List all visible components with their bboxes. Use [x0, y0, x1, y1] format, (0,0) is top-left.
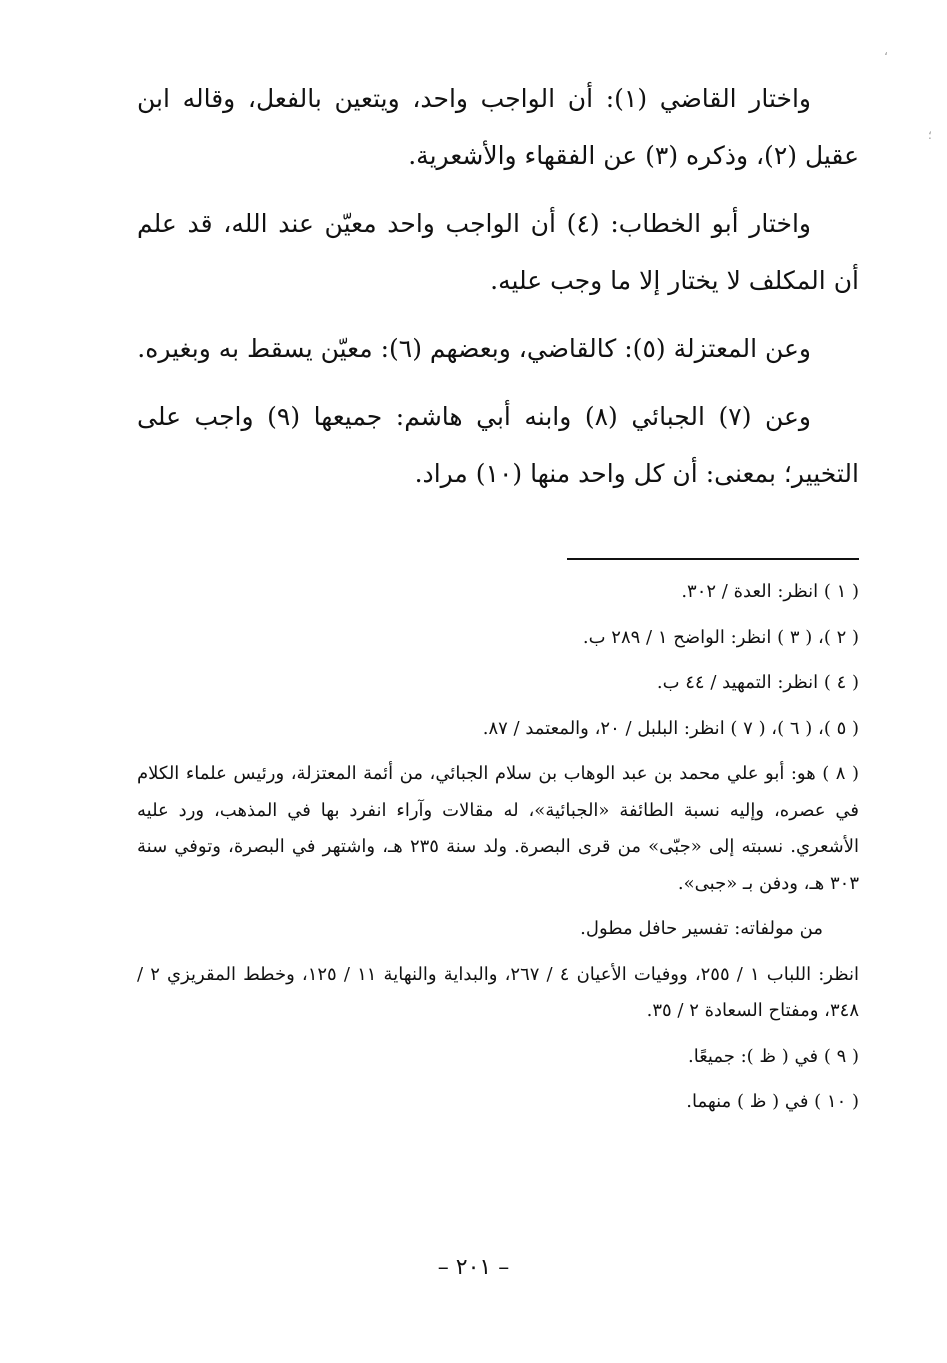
footnote-4: ( ٤ ) انظر: التمهيد / ٤٤ ب. — [656, 672, 859, 693]
footnote-8-works: من مولفاته: تفسير حافل مطول. — [580, 918, 823, 939]
footnote-10: ( ١٠ ) في ( ظ ) منهما. — [686, 1091, 859, 1112]
footnote-9: ( ٩ ) في ( ظ ): جميعًا. — [688, 1045, 859, 1067]
footnote-8: ( ٨ ) هو: أبو علي محمد بن عبد الوهاب بن سلام الجبائي، من أئمة المعتزلة، ورئيس علماء الكلام في عصره، وإليه نسبة الطائفة «الجبائية»، له مقالات وآراء انفرد بها في المذهب، ورد عليه الأشعري. نسبته إلى «جبّى» من قرى البصرة. ولد سنة ٢٣٥ هـ، واشتهر في البصرة، وتوفي سنة ٣٠٣ هـ، ودفن بـ «جبى». — [137, 763, 860, 894]
paragraph-mutazila-opinion: وعن المعتزلة (٥): كالقاضي، وبعضهم (٦): معيّن يسقط به وبغيره. — [137, 334, 811, 363]
footnote-divider — [567, 558, 859, 560]
paragraph-abu-alkhattab-opinion: واختار أبو الخطاب: (٤) أن الواجب واحد معيّن عند الله، قد علم أن المكلف لا يختار إلا ما وجب عليه. — [137, 209, 859, 295]
margin-mark-top: ، — [884, 44, 888, 58]
footnote-1: ( ١ ) انظر: العدة / ٣٠٢. — [681, 581, 859, 602]
footnotes-section — [137, 574, 859, 1130]
footnote-8-sources: انظر: اللباب ١ / ٢٥٥، ووفيات الأعيان ٤ / ٢٦٧، والبداية والنهاية ١١ / ١٢٥، وخطط المقريزي ٢ / ٣٤٨، ومفتاح السعادة ٢ / ٣٥. — [137, 963, 860, 1021]
paragraph-jubbai-opinion: وعن (٧) الجبائي (٨) وابنه أبي هاشم: جميعها (٩) واجب على التخيير؛ بمعنى: أن كل واحد منها (١٠) مراد. — [137, 402, 859, 488]
page-number: – ٢٠١ – — [437, 1255, 510, 1280]
margin-mark-side: ؛ — [928, 128, 932, 142]
footnote-2-3: ( ٢ )، ( ٣ ) انظر: الواضح ١ / ٢٨٩ ب. — [582, 626, 859, 648]
paragraph-qadi-opinion: واختار القاضي (١): أن الواجب واحد، ويتعين بالفعل، وقاله ابن عقيل (٢)، وذكره (٣) عن الفقهاء والأشعرية. — [137, 84, 859, 170]
footnote-5-6-7: ( ٥ )، ( ٦ )، ( ٧ ) انظر: البلبل / ٢٠، والمعتمد / ٨٧. — [482, 717, 859, 739]
main-text-body — [137, 70, 859, 502]
